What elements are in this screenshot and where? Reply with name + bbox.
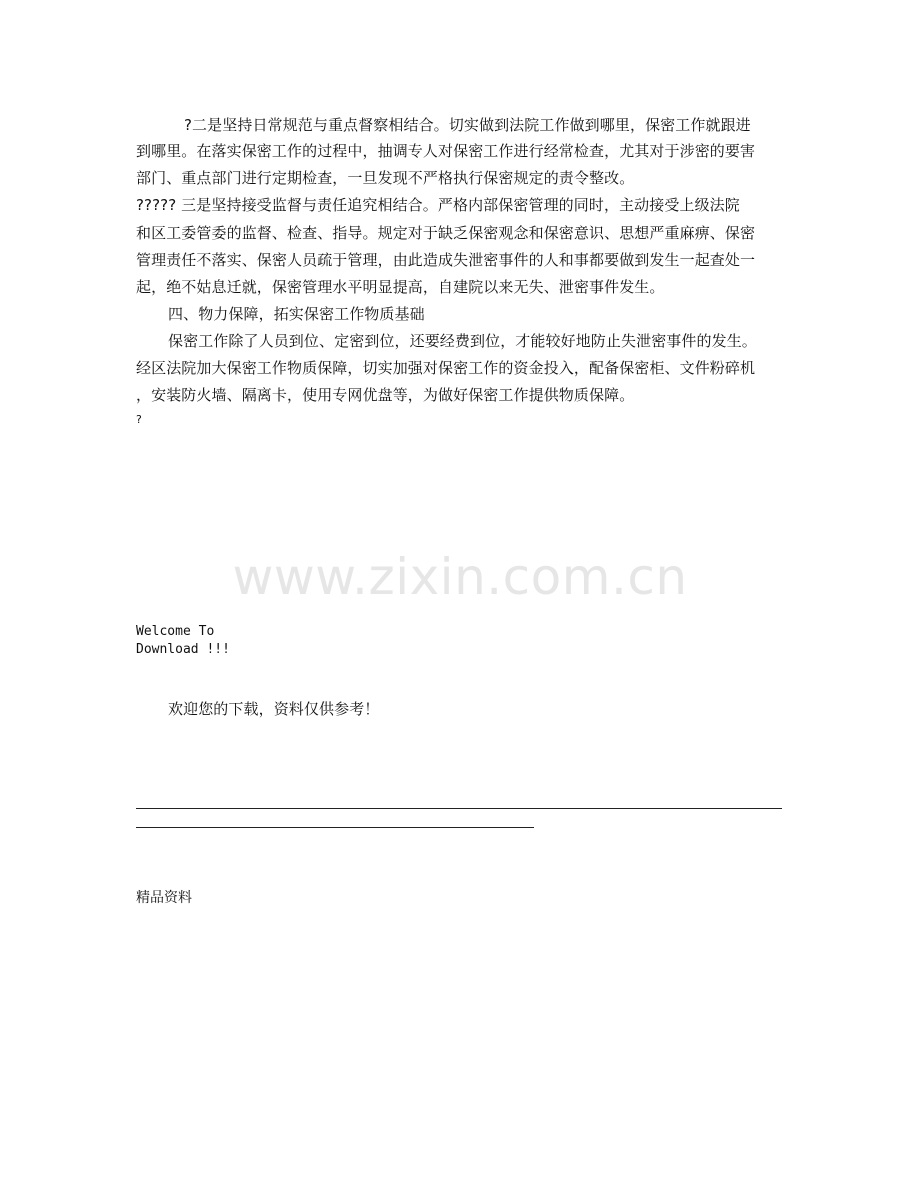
paragraph-line: 部门、重点部门进行定期检查，一旦发现不严格执行保密规定的责令整改。: [136, 169, 635, 187]
paragraph-line: 起，绝不姑息迁就，保密管理水平明显提高，自建院以来无失、泄密事件发生。: [136, 278, 665, 296]
divider-line: [136, 808, 782, 809]
section-heading: 四、物力保障，拓实保密工作物质基础: [168, 305, 425, 323]
divider-line: [136, 827, 534, 828]
paragraph-line: 到哪里。在落实保密工作的过程中，抽调专人对保密工作进行经常检查，尤其对于涉密的要害: [136, 142, 756, 160]
footer-text: 精品资料: [136, 890, 192, 906]
paragraph-line: 经区法院加大保密工作物质保障，切实加强对保密工作的资金投入，配备保密柜、文件粉碎机: [136, 359, 756, 377]
watermark-text: www.zixin.com.cn: [232, 548, 688, 606]
welcome-line-2: Download !!!: [136, 642, 230, 657]
paragraph-line: ????? 三是坚持接受监督与责任追究相结合。严格内部保密管理的同时，主动接受上级法院: [136, 196, 740, 214]
paragraph-line: ?二是坚持日常规范与重点督察相结合。切实做到法院工作做到哪里，保密工作就跟进: [184, 116, 751, 134]
paragraph-line: 保密工作除了人员到位、定密到位，还要经费到位，才能较好地防止失泄密事件的发生。: [168, 332, 757, 350]
thanks-text: 欢迎您的下载，资料仅供参考！: [168, 700, 380, 718]
paragraph-line: 和区工委管委的监督、检查、指导。规定对于缺乏保密观念和保密意识、思想严重麻痹、保密: [136, 224, 756, 242]
paragraph-line: ?: [136, 413, 142, 426]
paragraph-line: ，安装防火墙、隔离卡，使用专网优盘等，为做好保密工作提供物质保障。: [136, 386, 635, 404]
paragraph-line: 管理责任不落实、保密人员疏于管理，由此造成失泄密事件的人和事都要做到发生一起查处一: [136, 251, 756, 269]
welcome-line-1: Welcome To: [136, 624, 215, 639]
